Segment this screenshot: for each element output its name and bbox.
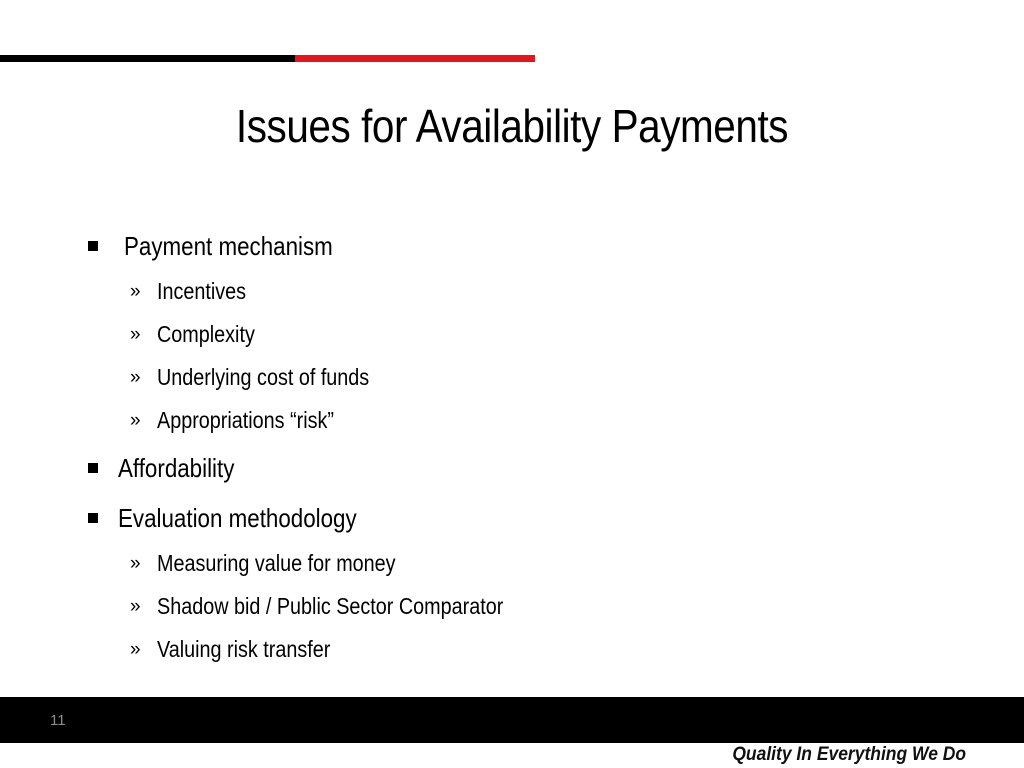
sub-bullet-label: Complexity xyxy=(157,321,255,347)
bullet-label: Payment mechanism xyxy=(124,231,333,261)
bullet-list xyxy=(88,226,948,671)
slide-number: 11 xyxy=(50,712,66,729)
top-rule-red xyxy=(295,55,535,62)
sub-bullet-label: Incentives xyxy=(157,278,247,304)
sub-bullet xyxy=(88,399,948,442)
slide-title: Issues for Availability Payments xyxy=(235,100,789,152)
bullet-evaluation-methodology xyxy=(88,498,948,542)
chevron-bullet-icon: » xyxy=(130,596,141,617)
sub-bullet xyxy=(88,628,948,671)
chevron-bullet-icon: » xyxy=(130,639,141,660)
sub-bullet xyxy=(88,356,948,399)
sub-bullet-label: Shadow bid / Public Sector Comparator xyxy=(157,593,504,619)
square-bullet-icon xyxy=(88,241,98,251)
sub-bullet xyxy=(88,270,948,313)
sub-bullet xyxy=(88,542,948,585)
bullet-payment-mechanism xyxy=(88,226,948,270)
top-rule-black xyxy=(0,55,295,62)
chevron-bullet-icon: » xyxy=(130,410,141,431)
footer-tagline: Quality In Everything We Do xyxy=(732,744,966,765)
bullet-affordability xyxy=(88,448,948,492)
sub-bullet-label: Appropriations “risk” xyxy=(157,407,334,433)
square-bullet-icon xyxy=(88,463,98,473)
bullet-label: Evaluation methodology xyxy=(118,503,357,533)
sub-bullet xyxy=(88,585,948,628)
sub-bullet xyxy=(88,313,948,356)
sub-bullet-label: Valuing risk transfer xyxy=(157,636,331,662)
chevron-bullet-icon: » xyxy=(130,324,141,345)
chevron-bullet-icon: » xyxy=(130,367,141,388)
square-bullet-icon xyxy=(88,513,98,523)
bullet-label: Affordability xyxy=(118,453,235,483)
sub-bullet-label: Underlying cost of funds xyxy=(157,364,370,390)
chevron-bullet-icon: » xyxy=(130,553,141,574)
sub-bullet-label: Measuring value for money xyxy=(157,550,396,576)
chevron-bullet-icon: » xyxy=(130,281,141,302)
footer-bar xyxy=(0,697,1024,743)
